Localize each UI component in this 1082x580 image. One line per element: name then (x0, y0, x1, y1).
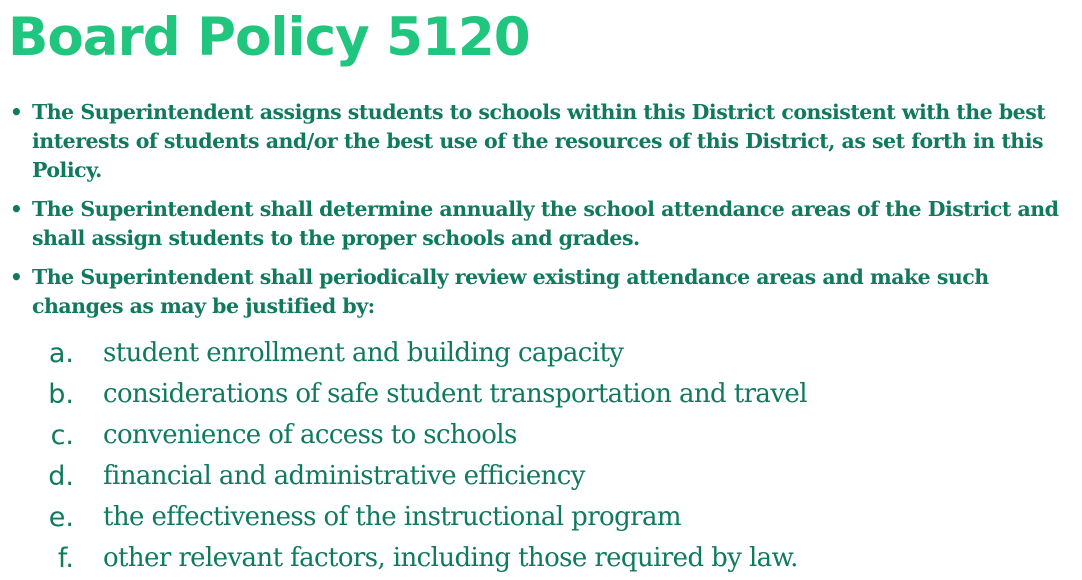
factor-text: the effectiveness of the instructional program (103, 502, 681, 532)
bullet-icon: • (10, 197, 23, 221)
factor-text: convenience of access to schools (103, 420, 517, 450)
policy-bullet-item (10, 263, 1078, 321)
factor-marker: b. (48, 379, 74, 410)
bullet-icon: • (10, 265, 23, 289)
factor-text: student enrollment and building capacity (103, 338, 624, 368)
factor-item (38, 374, 1078, 415)
factor-text: financial and administrative efficiency (103, 461, 585, 491)
factor-item (38, 497, 1078, 538)
factor-marker: e. (48, 502, 74, 533)
justification-factor-list (38, 333, 1078, 579)
bullet-text: The Superintendent assigns students to schools within this District consistent with the best interests of students and/or the best use of the resources of this District, as set forth in this Policy. (32, 100, 1046, 182)
bullet-icon: • (10, 100, 23, 124)
policy-bullet-item (10, 195, 1078, 253)
factor-marker: f. (57, 543, 74, 574)
bullet-text: The Superintendent shall determine annually the school attendance areas of the District and shall assign students to the proper schools and grades. (32, 197, 1059, 250)
factor-text: considerations of safe student transportation and travel (103, 379, 807, 409)
factor-item (38, 538, 1078, 579)
factor-marker: c. (50, 420, 74, 451)
page-title: Board Policy 5120 (8, 7, 530, 68)
policy-bullet-item (10, 98, 1078, 185)
factor-text: other relevant factors, including those required by law. (103, 543, 798, 573)
factor-item (38, 456, 1078, 497)
bullet-text: The Superintendent shall periodically review existing attendance areas and make such changes as may be justified by: (32, 265, 989, 318)
factor-item (38, 415, 1078, 456)
policy-bullet-list (10, 98, 1078, 331)
factor-item (38, 333, 1078, 374)
factor-marker: d. (48, 461, 74, 492)
factor-marker: a. (48, 338, 74, 369)
